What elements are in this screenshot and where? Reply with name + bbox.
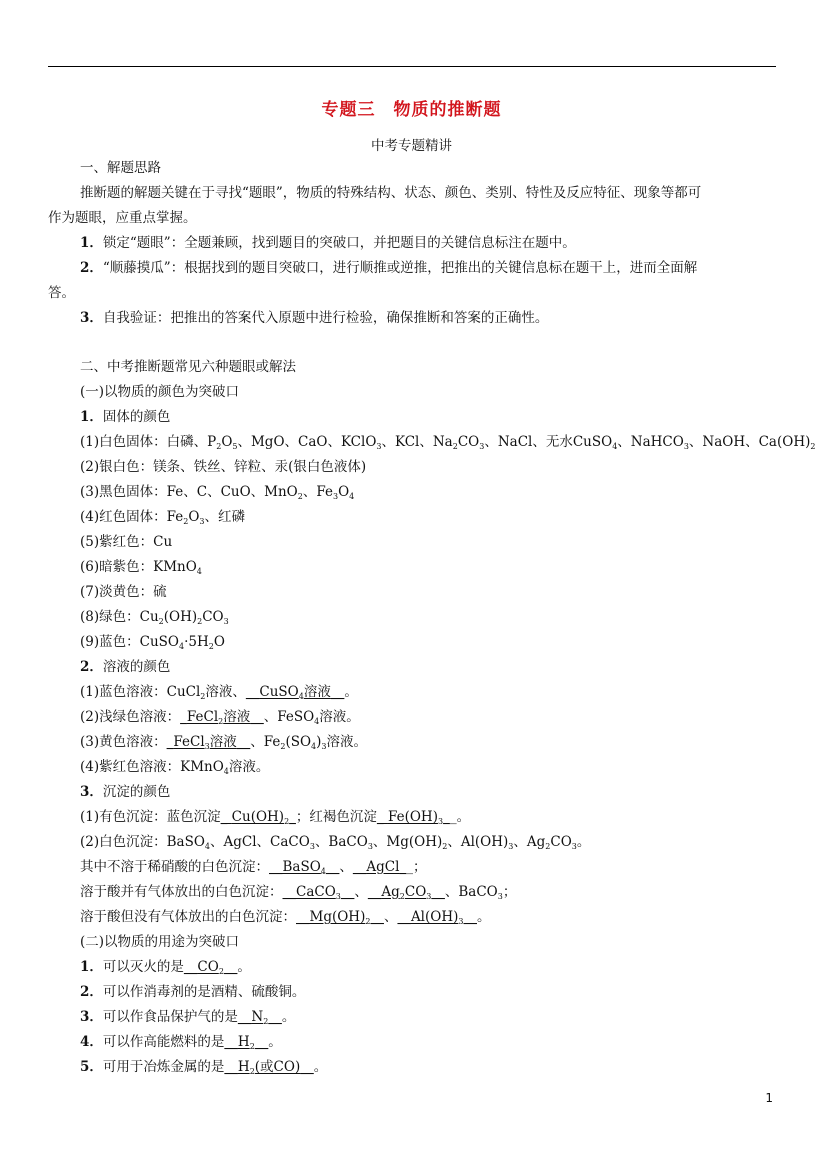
header-rule [48,66,776,67]
step1: 1．锁定“题眼”：全题兼顾，找到题目的突破口，并把题目的关键信息标注在题中。 [80,235,576,251]
section1-intro-line1: 推断题的解题关键在于寻找“题眼”，物质的特殊结构、状态、颜色、类别、特性及反应特征、现象等都可 [80,185,702,201]
step3: 3．自我验证：把推出的答案代入原题中进行检验，确保推断和答案的正确性。 [80,310,549,326]
part1-heading: (一)以物质的颜色为突破口 [80,384,240,400]
page-title: 专题三 物质的推断题 [321,100,502,120]
solid-item-9: (9)蓝色：$CuSO_4\cdot 5H_2O$ [80,634,225,651]
solution-item-3: (3)黄色溶液：_FeCl$_3$溶液__、$Fe_2(SO_4)_3$溶液。 [80,734,368,751]
use-item-3: 3．可以作食品保护气的是$\_\_N_2\_\_$。 [80,1009,296,1026]
solution-item-1: (1)蓝色溶液：CuCl$_2$溶液、__CuSO$_4$溶液__。 [80,684,358,701]
precipitate-item-4: 溶于酸并有气体放出的白色沉淀：__CaCO$_3$__、$\_\_Ag_2CO_3\_\_$、BaCO$_3$； [80,884,517,901]
solid-item-1: (1)白色固体：白磷、$P_2O_5$、MgO、CaO、KClO$_3$、KCl、$Na_2CO_3$、NaCl、无水CuSO$_4$、NaHCO$_3$、NaOH、$Ca(OH)_2$ [80,434,816,451]
solid-item-3: (3)黑色固体：Fe、C、CuO、MnO$_2$、$Fe_3O_4$ [80,484,355,501]
solid-item-6: (6)暗紫色：KMnO$_4$ [80,559,202,576]
precipitate-color-heading: 3．沉淀的颜色 [80,784,171,800]
precipitate-item-3: 其中不溶于稀硝酸的白色沉淀：__BaSO$_4$__、__AgCl__； [80,859,427,876]
use-item-2: 2．可以作消毒剂的是酒精、硫酸铜。 [80,984,306,1000]
solid-item-8: (8)绿色：$Cu_2(OH)_2CO_3$ [80,609,229,626]
use-item-4: 4．可以作高能燃料的是$\_\_H_2\_\_$。 [80,1034,282,1051]
section2-heading: 二、中考推断题常见六种题眼或解法 [80,359,296,375]
step2: 2．“顺藤摸瓜”：根据找到的题目突破口，进行顺推或逆推，把推出的关键信息标在题干上，进而全面解 [80,260,698,276]
part2-heading: (二)以物质的用途为突破口 [80,934,240,950]
solid-item-4: (4)红色固体：$Fe_2O_3$、红磷 [80,509,246,526]
solid-item-2: (2)银白色：镁条、铁丝、锌粒、汞(银白色液体) [80,459,367,475]
precipitate-item-2: (2)白色沉淀：BaSO$_4$、AgCl、CaCO$_3$、BaCO$_3$、$Mg(OH)_2$、$Al(OH)_3$、$Ag_2CO_3$。 [80,834,591,851]
use-item-5: 5．可用于冶炼金属的是$\_\_H_2$(或CO)__。 [80,1059,328,1076]
step2-cont: 答。 [48,285,75,301]
page-subtitle: 中考专题精讲 [371,138,452,154]
solid-item-5: (5)紫红色：Cu [80,534,173,550]
section1-heading: 一、解题思路 [80,160,161,176]
page-number: 1 [765,1091,773,1105]
solution-item-2: (2)浅绿色溶液：_FeCl$_2$溶液__、FeSO$_4$溶液。 [80,709,360,726]
precipitate-item-5: 溶于酸但没有气体放出的白色沉淀：$\_\_Mg(OH)_2\_\_$、$\_\_Al(OH)_3\_\_$。 [80,909,491,926]
solution-color-heading: 2．溶液的颜色 [80,659,171,675]
section1-intro-line2: 作为题眼，应重点掌握。 [48,210,197,226]
use-item-1: 1．可以灭火的是$\_\_CO_2\_\_$。 [80,959,251,976]
solution-item-4: (4)紫红色溶液：KMnO$_4$溶液。 [80,759,270,776]
solid-item-7: (7)淡黄色：硫 [80,584,167,600]
precipitate-item-1: (1)有色沉淀：蓝色沉淀_ $Cu(OH)_2\_$；红褐色沉淀_ $Fe(OH)_3\_\_$。 [80,809,471,826]
solid-color-heading: 1．固体的颜色 [80,409,171,425]
